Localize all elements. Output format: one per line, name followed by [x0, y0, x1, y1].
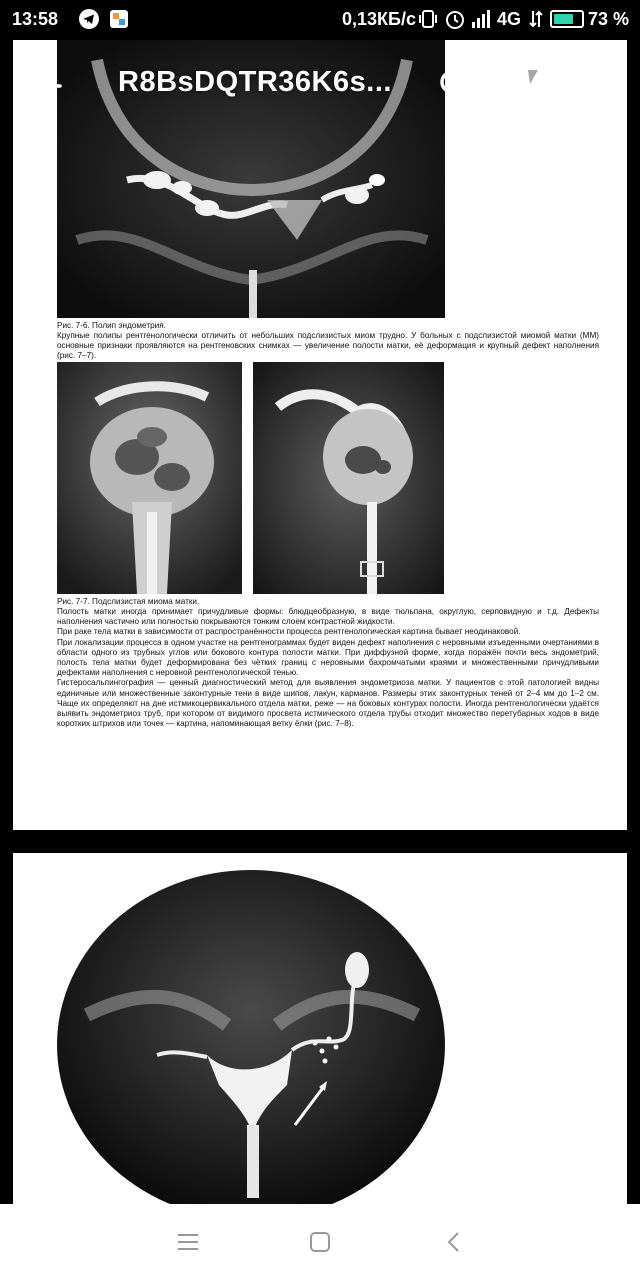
figure-7-7-image-a [57, 362, 242, 594]
battery-percent: 73 % [588, 9, 630, 29]
document-page-1 [13, 40, 627, 830]
figure-7-7-image-b [253, 362, 444, 594]
recents-icon[interactable] [172, 1226, 204, 1258]
home-icon[interactable] [304, 1226, 336, 1258]
chevron-left-icon[interactable] [438, 1226, 470, 1258]
figure-7-8-image [57, 875, 445, 1198]
drive-add-icon[interactable] [512, 64, 556, 108]
app-notification-icon [108, 8, 130, 30]
figure-7-7-caption: Рис. 7-7. Подслизистая миома матки. [57, 597, 200, 606]
paragraph-cancer: При раке тела матки в зависимости от распространённости процесса рентгенологическая картина бывает неодинаковой. [57, 627, 521, 637]
signal-icon [470, 8, 494, 30]
vibrate-icon [418, 8, 438, 30]
paragraph-polyps [57, 331, 599, 362]
paragraph-shapes: Полость матки иногда принимает причудливые формы: блюдцеобразную, в виде тюльпана, округлую, серповидную и т.д. Дефекты наполнения частично или полностью покрываются тонким слоем контрастной жидкости. [57, 607, 599, 627]
document-page-2 [13, 853, 627, 1253]
paragraph-hysterosalpingography: Гистеросальпингография — ценный диагностический метод для выявления эндометриоза матки. У пациентов с этой патологией видны единичные или множественные законтурные тени в виде шипов, лакун, карманов. Размеры этих законтурных теней от 2–4 мм до 1–2 см. Чаще их определяют на дне истмикоцервикального отдела матки, реже — на боковых контурах полости. Иногда рентгенологически удаётся выявить эндометриоз труб, при котором от видимого просвета истмического отдела трубы отходит множество перетубарных ходов в виде коротких штрихов или точек — картина, напоминающая ветку ёлки (рис. 7–8). [57, 678, 599, 729]
paragraph-localization: При локализации процесса в одном участке на рентгенограммах будет виден дефект наполнения с неровными изъеденными очертаниями в области одного из трубных углов или бокового контура полости матки. При диффузной форме, когда поражён почти весь эндометрий, полость тела матки будет деформирована без чётких границ с неровными бахромчатыми краями и множественными причудливыми дефектами наполнения с неровной рентгенологической тенью. [57, 637, 599, 678]
app-toolbar [0, 40, 640, 130]
more-vert-icon[interactable] [582, 64, 626, 108]
system-nav-bar [0, 1204, 640, 1280]
paragraph-text: Крупные полипы рентгенологически отличить от небольших подслизистых миом трудно. У больных с подслизистой миомой матки (ММ) основные признаки проявляются на рентгеновских снимках — увеличение полости матки, её деформация и крупный дефект наполнения (рис. 7–7). [57, 331, 599, 361]
document-title: R8BsDQTR36K6s... [118, 66, 392, 98]
network-speed: 0,13КБ/с [342, 9, 416, 29]
clock: 13:58 [12, 9, 59, 29]
battery-icon [550, 10, 584, 28]
figure-7-6-caption: Рис. 7-6. Полип эндометрия. [57, 321, 166, 330]
arrow-left-icon[interactable] [26, 66, 66, 106]
telegram-icon [78, 8, 100, 30]
body-text-section [57, 607, 599, 729]
network-type: 4G [497, 9, 522, 29]
document-viewer[interactable] [0, 40, 640, 1204]
alarm-icon [444, 8, 466, 30]
status-bar [0, 0, 640, 40]
search-icon[interactable] [434, 64, 478, 108]
data-arrows-icon [528, 8, 544, 30]
